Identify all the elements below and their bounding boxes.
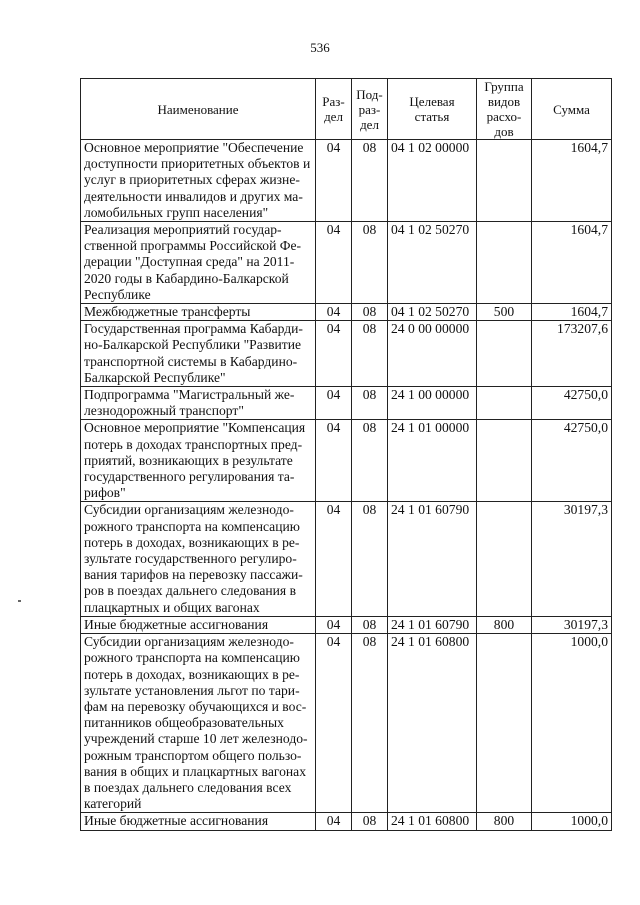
cell-subsection: 08 [352,420,388,502]
cell-subsection: 08 [352,304,388,321]
cell-section: 04 [316,420,352,502]
cell-sum: 1000,0 [532,813,612,830]
cell-section: 04 [316,616,352,633]
cell-sum: 30197,3 [532,616,612,633]
cell-group [477,502,532,616]
header-section: Раз- дел [316,79,352,140]
cell-name: Иные бюджетные ассигнования [81,813,316,830]
cell-section: 04 [316,634,352,813]
cell-group [477,222,532,304]
cell-article: 24 1 01 60790 [388,502,477,616]
cell-sum: 1604,7 [532,140,612,222]
table-row [81,502,612,616]
cell-section: 04 [316,321,352,387]
cell-name: Реализация мероприятий государ-ственной программы Российской Фе-дерации "Доступная среда" на 2011-2020 годы в Кабардино-Балкарской Республике [81,222,316,304]
header-subsection: Под- раз- дел [352,79,388,140]
cell-name: Государственная программа Кабарди-но-Балкарской Республики "Развитие транспортной системы в Кабардино-Балкарской Республике" [81,321,316,387]
cell-article: 04 1 02 50270 [388,222,477,304]
header-name: Наименование [81,79,316,140]
cell-article: 04 1 02 00000 [388,140,477,222]
cell-subsection: 08 [352,140,388,222]
cell-sum: 173207,6 [532,321,612,387]
budget-table [80,78,612,831]
table-row [81,420,612,502]
cell-article: 24 0 00 00000 [388,321,477,387]
table-header-row [81,79,612,140]
cell-subsection: 08 [352,813,388,830]
cell-article: 24 1 01 60800 [388,813,477,830]
cell-article: 24 1 01 60790 [388,616,477,633]
cell-name: Иные бюджетные ассигнования [81,616,316,633]
table-row [81,813,612,830]
cell-group [477,420,532,502]
cell-group [477,634,532,813]
cell-sum: 30197,3 [532,502,612,616]
cell-subsection: 08 [352,616,388,633]
table-row [81,222,612,304]
header-sum: Сумма [532,79,612,140]
cell-sum: 1604,7 [532,304,612,321]
cell-subsection: 08 [352,634,388,813]
cell-name: Субсидии организациям железнодо-рожного транспорта на компенсацию потерь в доходах, возникающих в ре-зультате государственного регулиро-вания тарифов на перевозку пассажи-ров в поездах дальнего следования в плацкартных и общих вагонах [81,502,316,616]
cell-section: 04 [316,304,352,321]
cell-name: Субсидии организациям железнодо-рожного транспорта на компенсацию потерь в доходах, возникающих в ре-зультате установления льгот по тари-фам на перевозку обучающихся и вос-питанников общеобразовательных учреждений старше 10 лет железнодо-рожным транспортом общего пользо-вания в общих и плацкартных вагонах в поездах дальнего следования всех категорий [81,634,316,813]
table-row [81,387,612,420]
cell-group: 800 [477,616,532,633]
cell-sum: 1000,0 [532,634,612,813]
cell-sum: 1604,7 [532,222,612,304]
cell-group: 800 [477,813,532,830]
cell-article: 04 1 02 50270 [388,304,477,321]
cell-section: 04 [316,813,352,830]
table-row [81,634,612,813]
cell-subsection: 08 [352,222,388,304]
cell-name: Межбюджетные трансферты [81,304,316,321]
cell-group [477,140,532,222]
cell-article: 24 1 01 60800 [388,634,477,813]
cell-sum: 42750,0 [532,420,612,502]
cell-name: Основное мероприятие "Обеспечение доступности приоритетных объектов и услуг в приоритетных сферах жизне-деятельности инвалидов и других ма-ломобильных групп населения" [81,140,316,222]
table-row [81,140,612,222]
table-row [81,304,612,321]
scan-speck [18,600,21,602]
cell-article: 24 1 00 00000 [388,387,477,420]
cell-subsection: 08 [352,387,388,420]
cell-article: 24 1 01 00000 [388,420,477,502]
cell-group [477,321,532,387]
cell-section: 04 [316,502,352,616]
header-group: Группа видов расхо- дов [477,79,532,140]
header-article: Целевая статья [388,79,477,140]
cell-sum: 42750,0 [532,387,612,420]
cell-name: Основное мероприятие "Компенсация потерь в доходах транспортных пред-приятий, возникающих в результате государственного регулирования та-рифов" [81,420,316,502]
cell-section: 04 [316,387,352,420]
cell-section: 04 [316,140,352,222]
cell-group [477,387,532,420]
cell-group: 500 [477,304,532,321]
page-number: 536 [310,40,330,55]
cell-subsection: 08 [352,321,388,387]
table-row [81,321,612,387]
table-row [81,616,612,633]
cell-name: Подпрограмма "Магистральный же-лезнодорожный транспорт" [81,387,316,420]
cell-subsection: 08 [352,502,388,616]
cell-section: 04 [316,222,352,304]
